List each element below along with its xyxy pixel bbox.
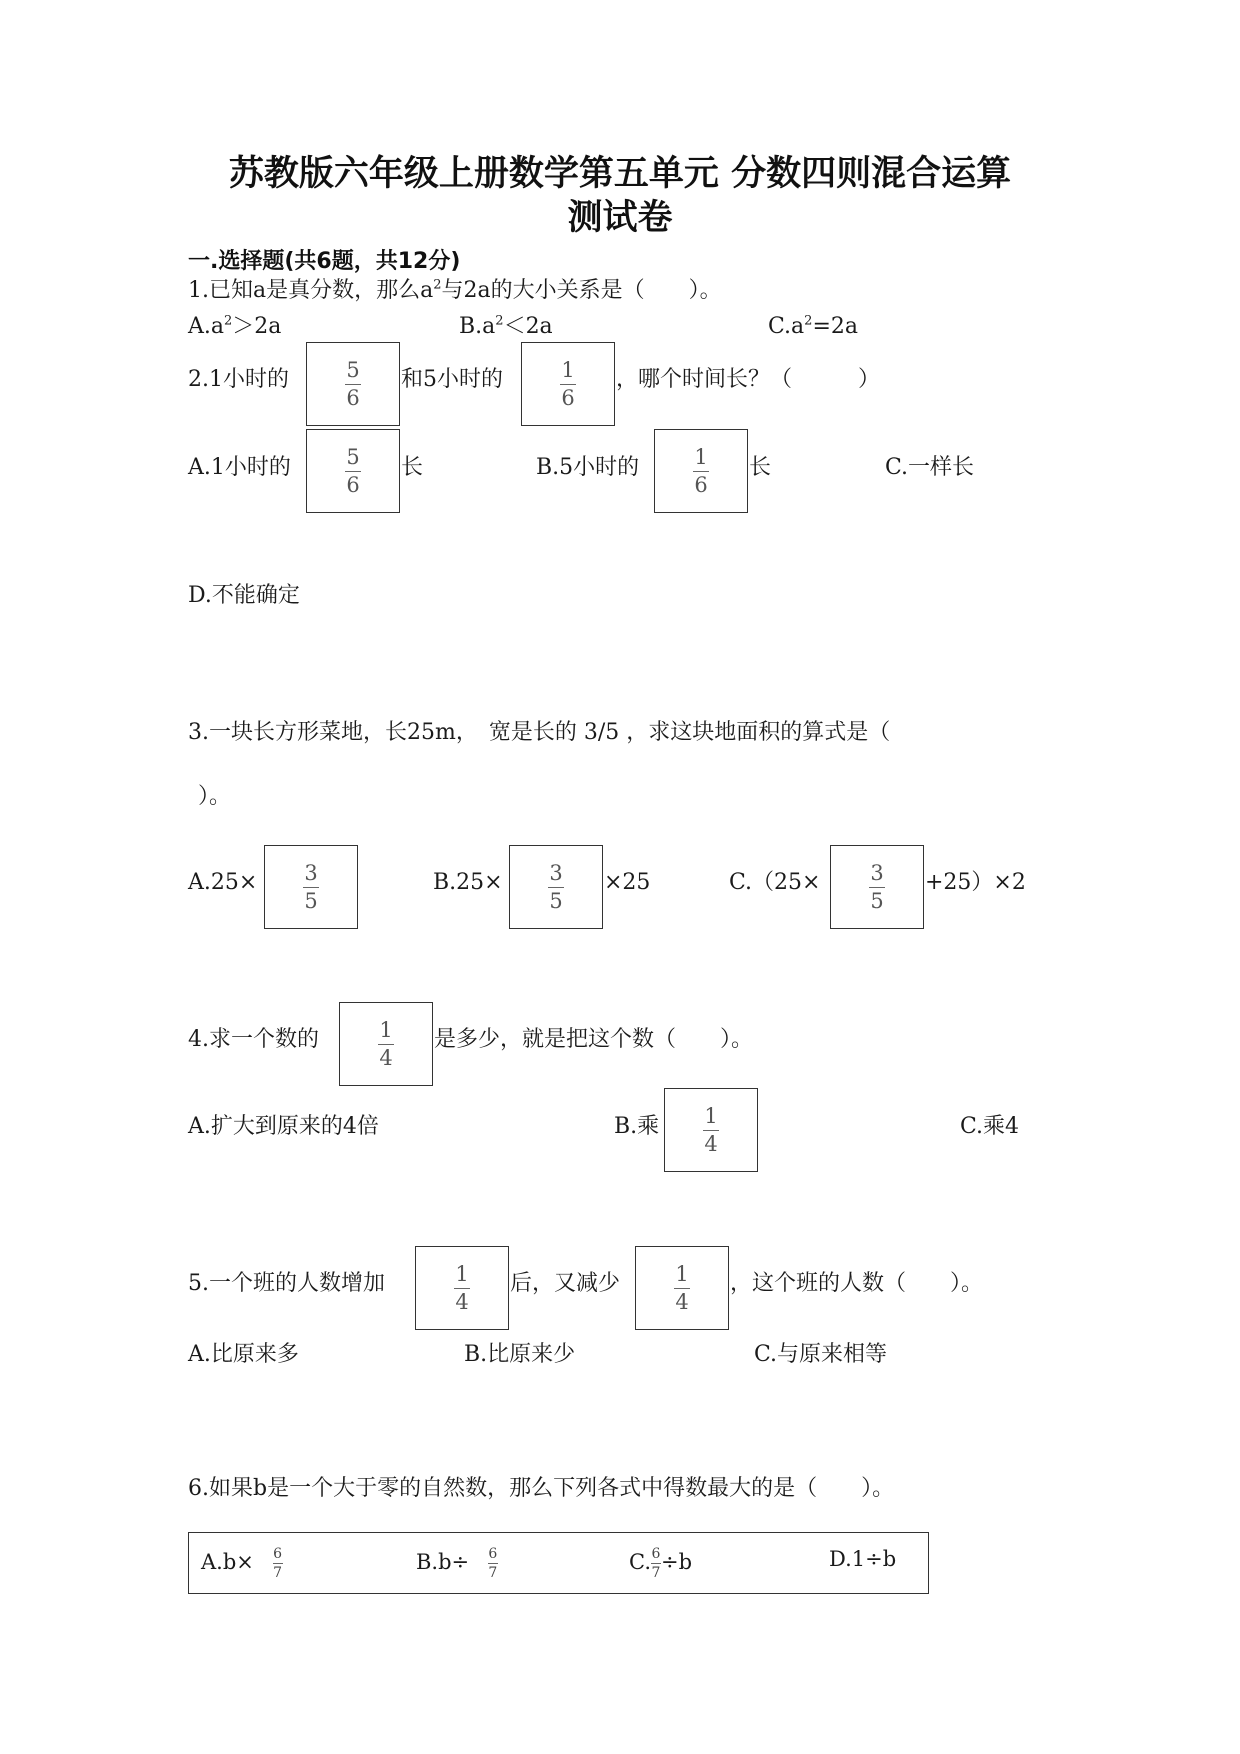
q3-option-b[interactable]: B.25× — [433, 870, 503, 895]
fraction — [548, 861, 564, 913]
fraction — [651, 1547, 661, 1580]
fraction — [703, 1104, 719, 1156]
q1-b-text-post: ＜2a — [503, 314, 553, 339]
q5-option-a[interactable]: A.比原来多 — [188, 1342, 299, 1367]
denominator: 5 — [304, 889, 318, 913]
q1-option-a[interactable] — [188, 312, 281, 342]
denominator: 4 — [379, 1046, 393, 1070]
fraction — [454, 1262, 470, 1314]
q4-option-a[interactable]: A.扩大到原来的4倍 — [188, 1114, 379, 1139]
fraction — [345, 358, 361, 410]
denominator: 4 — [704, 1132, 718, 1156]
fraction — [869, 861, 885, 913]
q6-c-text-post: ÷b — [661, 1550, 693, 1574]
fraction — [488, 1547, 498, 1580]
q4-text-pre: 4.求一个数的 — [188, 1027, 319, 1052]
q6-options-box — [188, 1532, 929, 1594]
section-heading: 一.选择题(共6题，共12分) — [188, 249, 461, 274]
fraction — [560, 358, 576, 410]
q5-option-b[interactable]: B.比原来少 — [464, 1342, 576, 1367]
q3-option-a[interactable]: A.25× — [188, 870, 258, 895]
q6-b-text: B.b÷ — [416, 1550, 470, 1574]
denominator: 6 — [346, 386, 360, 410]
numerator: 3 — [549, 861, 563, 885]
q1-text-pre: 1.已知a是真分数，那么a — [188, 278, 434, 303]
q1-text-post: 与2a的大小关系是（ ）。 — [441, 278, 722, 303]
q2-option-b[interactable]: B.5小时的 — [536, 455, 640, 480]
q3-text-line1: 3.一块长方形菜地，长25m， 宽是长的 3/5 ，求这块地面积的算式是（ — [188, 720, 891, 745]
q5-text-mid: 后，又减少 — [510, 1271, 621, 1296]
page-title: 苏教版六年级上册数学第五单元 分数四则混合运算 — [228, 154, 1012, 194]
denominator: 4 — [455, 1290, 469, 1314]
numerator: 1 — [379, 1018, 393, 1042]
q3-option-c-post: +25）×2 — [925, 870, 1026, 895]
q1-option-c[interactable] — [768, 312, 858, 342]
q4-b-fraction-box — [664, 1088, 758, 1172]
q3-text-line2: ）。 — [198, 784, 232, 809]
denominator: 7 — [488, 1565, 498, 1581]
q2-a-fraction-box — [306, 429, 400, 513]
q1-a-sup: 2 — [224, 313, 233, 329]
fraction — [674, 1262, 690, 1314]
q3-option-b-post: ×25 — [604, 870, 651, 895]
q4-option-b[interactable]: B.乘 — [614, 1114, 660, 1139]
q3-option-c[interactable]: C.（25× — [729, 870, 821, 895]
numerator: 1 — [455, 1262, 469, 1286]
q1-b-text: B.a — [459, 314, 496, 339]
numerator: 5 — [346, 445, 360, 469]
q4-text-post: 是多少，就是把这个数（ ）。 — [434, 1027, 754, 1052]
q1-a-text-post: ＞2a — [232, 314, 282, 339]
numerator: 6 — [488, 1546, 498, 1562]
q2-option-b-post: 长 — [749, 455, 772, 480]
numerator: 3 — [870, 861, 884, 885]
q4-fraction-box — [339, 1002, 433, 1086]
numerator: 1 — [675, 1262, 689, 1286]
page-title-line2: 测试卷 — [567, 198, 673, 238]
numerator: 3 — [304, 861, 318, 885]
q1-b-sup: 2 — [495, 313, 504, 329]
numerator: 5 — [346, 358, 360, 382]
q2-text-pre: 2.1小时的 — [188, 367, 289, 392]
q2-option-c[interactable]: C.一样长 — [885, 455, 975, 480]
numerator: 1 — [561, 358, 575, 382]
q5-text-post: ，这个班的人数（ ）。 — [730, 1271, 984, 1296]
q1-superscript: 2 — [433, 277, 442, 293]
question-1 — [188, 276, 722, 306]
q5-option-c[interactable]: C.与原来相等 — [754, 1342, 888, 1367]
q5-fraction-box-1 — [415, 1246, 509, 1330]
fraction — [273, 1547, 283, 1580]
fraction — [693, 445, 709, 497]
q3-b-fraction-box — [509, 845, 603, 929]
denominator: 7 — [273, 1565, 283, 1581]
q2-option-a-post: 长 — [401, 455, 424, 480]
fraction — [378, 1018, 394, 1070]
q5-text-pre: 5.一个班的人数增加 — [188, 1271, 385, 1296]
q5-fraction-box-2 — [635, 1246, 729, 1330]
q6-c-text: C. — [629, 1550, 651, 1574]
q6-a-text: A.b× — [201, 1550, 254, 1574]
denominator: 6 — [346, 473, 360, 497]
q2-option-a[interactable]: A.1小时的 — [188, 455, 291, 480]
q2-fraction-box-2 — [521, 342, 615, 426]
fraction — [345, 445, 361, 497]
q6-option-c[interactable] — [629, 1547, 692, 1580]
q2-option-d[interactable]: D.不能确定 — [188, 583, 300, 608]
q2-text-mid: 和5小时的 — [401, 367, 503, 392]
q1-option-b[interactable] — [459, 312, 553, 342]
q6-text: 6.如果b是一个大于零的自然数，那么下列各式中得数最大的是（ ）。 — [188, 1476, 895, 1501]
q3-c-fraction-box — [830, 845, 924, 929]
q1-c-text: C.a — [768, 314, 805, 339]
q6-option-a[interactable] — [201, 1547, 283, 1580]
q1-c-text-post: =2a — [812, 314, 858, 339]
denominator: 5 — [549, 889, 563, 913]
q6-option-d[interactable]: D.1÷b — [829, 1547, 897, 1571]
q6-option-b[interactable] — [416, 1547, 498, 1580]
numerator: 1 — [694, 445, 708, 469]
denominator: 5 — [870, 889, 884, 913]
numerator: 6 — [273, 1546, 283, 1562]
denominator: 6 — [561, 386, 575, 410]
q2-text-post: ，哪个时间长？（ ） — [616, 367, 881, 392]
denominator: 4 — [675, 1290, 689, 1314]
fraction — [303, 861, 319, 913]
denominator: 6 — [694, 473, 708, 497]
q2-fraction-box-1 — [306, 342, 400, 426]
q1-c-sup: 2 — [804, 313, 813, 329]
denominator: 7 — [651, 1565, 661, 1581]
q2-b-fraction-box — [654, 429, 748, 513]
numerator: 1 — [704, 1104, 718, 1128]
q4-option-c[interactable]: C.乘4 — [960, 1114, 1020, 1139]
q3-a-fraction-box — [264, 845, 358, 929]
q1-a-text: A.a — [188, 314, 224, 339]
numerator: 6 — [651, 1546, 661, 1562]
